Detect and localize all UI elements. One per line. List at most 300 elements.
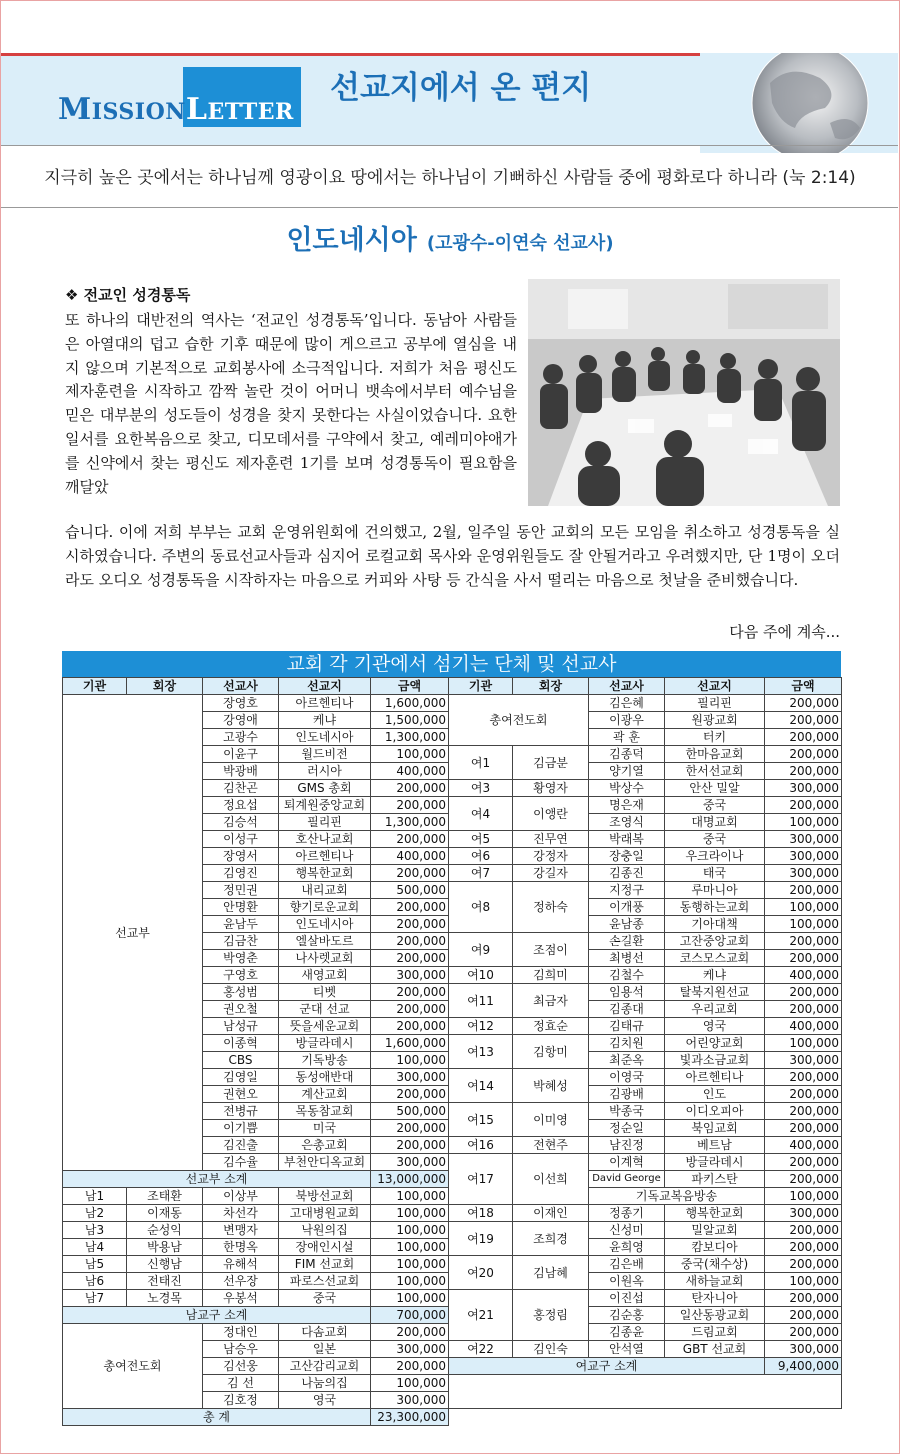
table-cell: 여12 [449,1018,513,1035]
table-cell: 장애인시설 [279,1239,371,1256]
amount-cell: 300,000 [371,1392,449,1409]
table-cell: 이재인 [513,1205,589,1222]
table-cell: 김항미 [513,1035,589,1069]
table-cell: 안명환 [203,899,279,916]
table-cell: 최금자 [513,984,589,1018]
amount-cell: 200,000 [371,1001,449,1018]
table-cell: 드림교회 [665,1324,765,1341]
country-name: 인도네시아 [286,225,417,256]
amount-cell: 200,000 [765,746,842,763]
column-header: 회장 [513,678,589,695]
table-cell: 영국 [279,1392,371,1409]
amount-cell: 400,000 [765,1137,842,1154]
amount-cell: 1,600,000 [371,695,449,712]
table-row [63,695,842,712]
donation-table-title: 교회 각 기관에서 섬기는 단체 및 선교사 [62,651,841,677]
table-cell: 엘살바도르 [279,933,371,950]
table-cell: 탄자니아 [665,1290,765,1307]
table-cell: 윤남종 [589,916,665,933]
table-cell: 김금찬 [203,933,279,950]
table-cell: 캄보디아 [665,1239,765,1256]
table-cell: 여22 [449,1341,513,1358]
table-cell: 이성구 [203,831,279,848]
table-cell: 박래복 [589,831,665,848]
amount-cell: 100,000 [371,1256,449,1273]
table-cell: 김남혜 [513,1256,589,1290]
table-cell: 태국 [665,865,765,882]
table-cell: 남2 [63,1205,127,1222]
amount-cell: 1,600,000 [371,1035,449,1052]
table-cell: 이미영 [513,1103,589,1137]
amount-cell: 100,000 [765,1035,842,1052]
missionary-names: (고광수-이연숙 선교사) [426,233,614,254]
table-cell: 선교부 소계 [63,1171,371,1188]
column-header: 기관 [449,678,513,695]
column-header: 금액 [765,678,842,695]
amount-cell: 300,000 [765,780,842,797]
amount-cell: 300,000 [371,1154,449,1171]
table-cell: 김종덕 [589,746,665,763]
table-cell: 김은혜 [589,695,665,712]
table-cell: 필리핀 [279,814,371,831]
table-cell: 여9 [449,933,513,967]
table-cell: 여20 [449,1256,513,1290]
table-cell: 남4 [63,1239,127,1256]
table-cell: 중국(채수상) [665,1256,765,1273]
amount-cell: 200,000 [371,1137,449,1154]
table-cell: 한서선교회 [665,763,765,780]
amount-cell: 23,300,000 [371,1409,449,1426]
table-cell: 남교구 소계 [63,1307,371,1324]
article-paragraph: 또 하나의 대반전의 역사는 ‘전교인 성경통독’입니다. 동남아 사람들은 아열대의 덥고 습한 기후 때문에 많이 게으르고 공부에 열심을 내지 않으며 기본적으로 교회봉사에 소극적입니다. 저희가 처음 평신도 제자훈련을 시작하고 깜짝 놀란 것이 어머니 뱃속에서부터 예수님을 믿은 대부분의 성도들이 성경을 찾지 못한다는 사실이었습니다. 요한일서를 요한복음으로 찾고, 디모데서를 구약에서 찾고, 예레미야애가를 신약에서 찾는 평신도 제자훈련 1기를 보며 성경통독이 필요함을 깨달았 [65,311,517,496]
table-cell: 최준옥 [589,1052,665,1069]
amount-cell: 200,000 [765,1307,842,1324]
table-cell: 원광교회 [665,712,765,729]
table-cell: 총여전도회 [63,1324,203,1409]
table-cell: 목동참교회 [279,1103,371,1120]
donation-table [62,677,842,1426]
table-cell: 인도네시아 [279,729,371,746]
table-cell: 내리교회 [279,882,371,899]
amount-cell: 200,000 [371,950,449,967]
table-cell: 일산동광교회 [665,1307,765,1324]
amount-cell: 100,000 [371,746,449,763]
table-cell: 강영애 [203,712,279,729]
table-cell: 조희경 [513,1222,589,1256]
amount-cell: 200,000 [765,712,842,729]
amount-cell: 200,000 [765,984,842,1001]
table-cell: 여6 [449,848,513,865]
table-cell: 아르헨티나 [279,848,371,865]
column-header: 선교지 [665,678,765,695]
table-cell: 행복한교회 [665,1205,765,1222]
table-cell: 여16 [449,1137,513,1154]
table-cell: 케냐 [665,967,765,984]
table-cell: 빛과소금교회 [665,1052,765,1069]
amount-cell: 200,000 [371,831,449,848]
table-cell: 김금분 [513,746,589,780]
table-cell: 고산감리교회 [279,1358,371,1375]
amount-cell: 200,000 [765,729,842,746]
table-cell: 행복한교회 [279,865,371,882]
table-cell: 김찬곤 [203,780,279,797]
table-cell: 조점이 [513,933,589,967]
table-cell: 유해석 [203,1256,279,1273]
table-cell: 케냐 [279,712,371,729]
table-cell: 총여전도회 [449,695,589,746]
amount-cell: 100,000 [371,1052,449,1069]
amount-cell: 100,000 [371,1239,449,1256]
table-cell: 김승석 [203,814,279,831]
amount-cell: 100,000 [371,1205,449,1222]
table-cell: 여5 [449,831,513,848]
table-body [63,695,842,1426]
amount-cell: 200,000 [371,984,449,1001]
amount-cell: 200,000 [765,1154,842,1171]
table-cell: 김호정 [203,1392,279,1409]
table-cell: 대명교회 [665,814,765,831]
table-cell: 김진출 [203,1137,279,1154]
amount-cell: 1,500,000 [371,712,449,729]
table-cell: 박종국 [589,1103,665,1120]
amount-cell: 300,000 [371,967,449,984]
amount-cell: 300,000 [765,848,842,865]
table-cell: 여1 [449,746,513,780]
table-cell: 박상수 [589,780,665,797]
amount-cell: 200,000 [765,882,842,899]
table-cell: 아르헨티나 [279,695,371,712]
table-cell: 고광수 [203,729,279,746]
table-cell: 신성미 [589,1222,665,1239]
amount-cell: 9,400,000 [765,1358,842,1375]
table-cell: 필리핀 [665,695,765,712]
amount-cell: 400,000 [371,763,449,780]
table-cell: 강길자 [513,865,589,882]
amount-cell: 200,000 [765,1120,842,1137]
table-cell: 김순홍 [589,1307,665,1324]
table-cell: 기독교복음방송 [589,1188,765,1205]
table-cell: 여15 [449,1103,513,1137]
banner-title: 선교지에서 온 편지 [330,70,592,106]
amount-cell: 500,000 [371,1103,449,1120]
table-cell: 변맹자 [203,1222,279,1239]
table-cell: 김치원 [589,1035,665,1052]
table-cell: 이광우 [589,712,665,729]
table-cell: 남6 [63,1273,127,1290]
divider [1,207,898,208]
table-cell: GMS 총회 [279,780,371,797]
table-cell: 미국 [279,1120,371,1137]
table-cell: 김종윤 [589,1324,665,1341]
table-cell: 루마니아 [665,882,765,899]
amount-cell: 1,300,000 [371,814,449,831]
table-cell: 러시아 [279,763,371,780]
table-cell: 베트남 [665,1137,765,1154]
table-row [63,1205,842,1222]
table-cell: 이선희 [513,1154,589,1205]
amount-cell: 100,000 [765,814,842,831]
amount-cell: 200,000 [371,797,449,814]
table-cell: 밀알교회 [665,1222,765,1239]
amount-cell: 200,000 [371,780,449,797]
table-cell: 여19 [449,1222,513,1256]
table-cell: 새영교회 [279,967,371,984]
table-cell: 인도 [665,1086,765,1103]
table-cell: 여3 [449,780,513,797]
table-cell: 탈북지원선교 [665,984,765,1001]
table-cell: 이윤구 [203,746,279,763]
amount-cell: 100,000 [765,1188,842,1205]
column-header: 선교사 [589,678,665,695]
amount-cell: 200,000 [765,1324,842,1341]
table-cell: GBT 선교회 [665,1341,765,1358]
table-cell: 장영서 [203,848,279,865]
table-cell: 김수율 [203,1154,279,1171]
table-cell: 선우장 [203,1273,279,1290]
amount-cell: 200,000 [765,933,842,950]
table-cell: 강정자 [513,848,589,865]
table-cell: 안석열 [589,1341,665,1358]
table-cell: 아르헨티나 [665,1069,765,1086]
table-cell: 여7 [449,865,513,882]
amount-cell: 200,000 [765,1171,842,1188]
amount-cell: 200,000 [765,1103,842,1120]
table-cell: 임용석 [589,984,665,1001]
table-cell: 우리교회 [665,1001,765,1018]
table-cell: 장영호 [203,695,279,712]
amount-cell: 300,000 [371,1069,449,1086]
table-cell: 전현주 [513,1137,589,1154]
article-paragraph-continued: 습니다. 이에 저희 부부는 교회 운영위원회에 건의했고, 2월, 일주일 동안 교회의 모든 모임을 취소하고 성경통독을 실시하였습니다. 주변의 동료선교사들과 심지어 로컬교회 목사와 운영위원들도 잘 안될거라고 우려했지만, 단 1명이 오더라도 오디오 성경통독을 시작하자는 마음으로 커피와 사탕 등 간식을 사서 떨리는 마음으로 첫날을 준비했습니다. [65,523,840,589]
table-cell: 전병규 [203,1103,279,1120]
amount-cell: 100,000 [765,899,842,916]
table-cell: 박광배 [203,763,279,780]
table-cell: 김태규 [589,1018,665,1035]
article-heading [0,218,900,257]
table-cell: 장충일 [589,848,665,865]
column-header: 선교사 [203,678,279,695]
table-cell: 여21 [449,1290,513,1341]
table-cell: 이원옥 [589,1273,665,1290]
table-cell: 파키스탄 [665,1171,765,1188]
amount-cell: 300,000 [765,1052,842,1069]
table-cell: 영국 [665,1018,765,1035]
table-cell: 남3 [63,1222,127,1239]
table-cell: 은총교회 [279,1137,371,1154]
amount-cell: 200,000 [765,1001,842,1018]
table-cell: 파로스선교회 [279,1273,371,1290]
table-cell: 이진섭 [589,1290,665,1307]
amount-cell: 200,000 [765,1239,842,1256]
table-cell: 이상부 [203,1188,279,1205]
table-cell: 고대병원교회 [279,1205,371,1222]
mission-letter-logo: MISSIONLETTER [58,92,294,127]
table-cell: FIM 선교회 [279,1256,371,1273]
scripture-verse: 지극히 높은 곳에서는 하나님께 영광이요 땅에서는 하나님이 기뻐하신 사람들 중에 평화로다 하니라 (눅 2:14) [44,168,856,188]
table-cell: 남승우 [203,1341,279,1358]
table-cell: 한마음교회 [665,746,765,763]
table-cell: 동행하는교회 [665,899,765,916]
table-cell: 월드비전 [279,746,371,763]
table-cell: 부천안디옥교회 [279,1154,371,1171]
table-cell: 김철수 [589,967,665,984]
table-cell: 남진정 [589,1137,665,1154]
amount-cell: 200,000 [371,1358,449,1375]
table-cell: 방글라데시 [665,1154,765,1171]
amount-cell: 300,000 [765,865,842,882]
amount-cell: 300,000 [765,831,842,848]
amount-cell: 200,000 [765,1222,842,1239]
table-cell: 정요섭 [203,797,279,814]
table-cell: 김은배 [589,1256,665,1273]
table-cell: 계산교회 [279,1086,371,1103]
table-cell: 김영진 [203,865,279,882]
table-cell: 지정구 [589,882,665,899]
table-cell: 김 선 [203,1375,279,1392]
table-cell: 남5 [63,1256,127,1273]
table-cell: 차선각 [203,1205,279,1222]
table-cell: 김종진 [589,865,665,882]
amount-cell: 1,300,000 [371,729,449,746]
amount-cell: 100,000 [371,1375,449,1392]
table-cell: 양기열 [589,763,665,780]
table-cell: 동성애반대 [279,1069,371,1086]
table-cell: 정효순 [513,1018,589,1035]
table-cell: 조태환 [127,1188,203,1205]
table-cell: 여13 [449,1035,513,1069]
table-cell: 정하숙 [513,882,589,933]
amount-cell: 100,000 [371,1290,449,1307]
amount-cell: 100,000 [765,916,842,933]
globe-illustration [700,53,898,153]
amount-cell: 300,000 [371,1341,449,1358]
table-cell: 북방선교회 [279,1188,371,1205]
table-cell: 여17 [449,1154,513,1205]
table-cell: 어린양교회 [665,1035,765,1052]
table-row [63,1222,842,1239]
table-cell: 김희미 [513,967,589,984]
table-cell: 터키 [665,729,765,746]
table-cell: 명은재 [589,797,665,814]
table-cell: 정민권 [203,882,279,899]
table-cell: 이영국 [589,1069,665,1086]
table-cell: 김종대 [589,1001,665,1018]
amount-cell: 13,000,000 [371,1171,449,1188]
table-cell: 김인숙 [513,1341,589,1358]
table-cell: 손길환 [589,933,665,950]
table-cell: 진무연 [513,831,589,848]
amount-cell: 200,000 [765,695,842,712]
table-cell: 우봉석 [203,1290,279,1307]
bible-reading-photo [528,279,840,506]
table-cell: 나눔의집 [279,1375,371,1392]
table-cell: 윤남두 [203,916,279,933]
amount-cell: 200,000 [371,916,449,933]
table-cell: 김영일 [203,1069,279,1086]
table-cell: 남성규 [203,1018,279,1035]
amount-cell: 400,000 [765,967,842,984]
table-cell: 황영자 [513,780,589,797]
table-cell: 티벳 [279,984,371,1001]
amount-cell: 300,000 [765,1205,842,1222]
table-row [63,1290,842,1307]
table-cell: 이재동 [127,1205,203,1222]
column-header: 회장 [127,678,203,695]
table-cell: 방글라데시 [279,1035,371,1052]
table-cell: 곽 훈 [589,729,665,746]
table-cell: 이계혁 [589,1154,665,1171]
table-cell: 호산나교회 [279,831,371,848]
amount-cell: 400,000 [765,1018,842,1035]
table-cell: 여14 [449,1069,513,1103]
table-cell: 낙원의집 [279,1222,371,1239]
amount-cell: 200,000 [371,1018,449,1035]
table-cell: 정순일 [589,1120,665,1137]
section-title: ❖ 전교인 성경통독 [65,286,191,304]
table-cell: 선교부 [63,695,203,1171]
table-cell: 구영호 [203,967,279,984]
amount-cell: 200,000 [371,1120,449,1137]
amount-cell: 200,000 [765,950,842,967]
table-cell: 권오철 [203,1001,279,1018]
table-cell: 남7 [63,1290,127,1307]
table-cell: 이디오피아 [665,1103,765,1120]
table-cell: 기아대책 [665,916,765,933]
amount-cell: 200,000 [371,1086,449,1103]
table-cell: CBS [203,1052,279,1069]
table-cell: 퇴계원중앙교회 [279,797,371,814]
table-cell: 다솜교회 [279,1324,371,1341]
amount-cell: 200,000 [765,797,842,814]
column-header: 금액 [371,678,449,695]
amount-cell: 200,000 [371,1324,449,1341]
table-cell: 박영춘 [203,950,279,967]
table-cell: 고잔중앙교회 [665,933,765,950]
amount-cell: 200,000 [765,1290,842,1307]
amount-cell: 200,000 [765,1256,842,1273]
amount-cell: 200,000 [765,763,842,780]
amount-cell: 400,000 [371,848,449,865]
table-cell: David George [589,1171,665,1188]
table-cell: 인도네시아 [279,916,371,933]
table-cell: 홍정림 [513,1290,589,1341]
amount-cell: 100,000 [371,1273,449,1290]
table-cell: 이기쁨 [203,1120,279,1137]
table-cell: 여18 [449,1205,513,1222]
amount-cell: 100,000 [371,1188,449,1205]
table-cell: 홍성범 [203,984,279,1001]
table-cell: 북임교회 [665,1120,765,1137]
amount-cell: 500,000 [371,882,449,899]
table-row [63,1256,842,1273]
table-cell: 남1 [63,1188,127,1205]
table-cell: 이앵란 [513,797,589,831]
table-cell: 뜻을세운교회 [279,1018,371,1035]
divider [1,145,898,146]
table-cell: 한명옥 [203,1239,279,1256]
table-cell: 노경목 [127,1290,203,1307]
table-cell: 조영식 [589,814,665,831]
table-cell [449,1375,842,1409]
amount-cell: 200,000 [371,933,449,950]
table-cell: 여11 [449,984,513,1018]
column-header: 기관 [63,678,127,695]
table-cell: 일본 [279,1341,371,1358]
table-cell: 권현오 [203,1086,279,1103]
table-cell: 순성익 [127,1222,203,1239]
table-cell: 중국 [665,831,765,848]
table-cell: 우크라이나 [665,848,765,865]
